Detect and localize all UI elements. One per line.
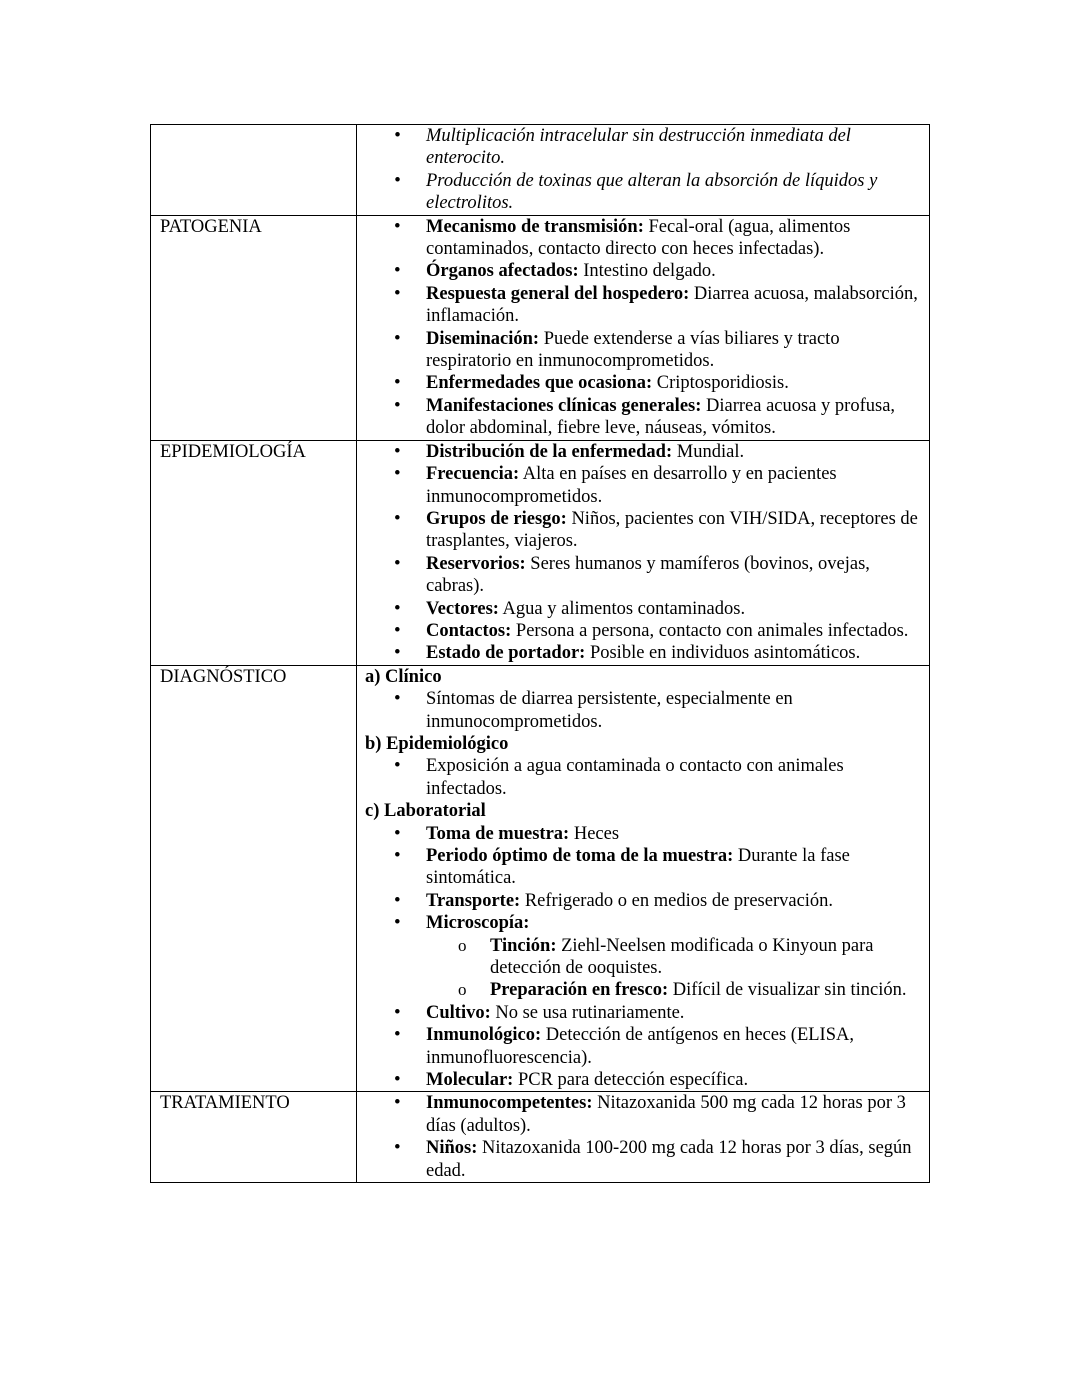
- list-item: • Inmunocompetentes: Nitazoxanida 500 mg cada 12 horas por 3 días (adultos).: [426, 1092, 923, 1137]
- list-item-microscopia: • Microscopía: o Tinción: Ziehl-Neelsen modificada o Kinyoun para detección de ooquistes. o Preparación en fresco: Difícil de visualizar sin tinción.: [426, 912, 923, 1002]
- list-item: • Producción de toxinas que alteran la absorción de líquidos y electrolitos.: [426, 170, 923, 215]
- row-label-tratamiento: TRATAMIENTO: [151, 1092, 357, 1183]
- section-heading-laboratorial: c) Laboratorial: [365, 801, 486, 822]
- row-content-patogenia: [357, 215, 930, 440]
- info-table: [150, 124, 930, 1183]
- list-item: • Exposición a agua contaminada o contacto con animales infectados.: [426, 755, 923, 800]
- list-item: • Reservorios: Seres humanos y mamíferos (bovinos, ovejas, cabras).: [426, 553, 923, 598]
- list-item: • Diseminación: Puede extenderse a vías biliares y tracto respiratorio en inmunocomprometidos.: [426, 328, 923, 373]
- list-item: • Cultivo: No se usa rutinariamente.: [426, 1002, 923, 1024]
- row-label-epidemiologia: EPIDEMIOLOGÍA: [151, 440, 357, 665]
- list-item: • Toma de muestra: Heces: [426, 823, 923, 845]
- list-item: • Vectores: Agua y alimentos contaminados.: [426, 598, 923, 620]
- row-continuation: [151, 125, 930, 216]
- list-item: • Frecuencia: Alta en países en desarrollo y en pacientes inmunocomprometidos.: [426, 463, 923, 508]
- list-item: • Periodo óptimo de toma de la muestra: Durante la fase sintomática.: [426, 845, 923, 890]
- list-item: • Manifestaciones clínicas generales: Diarrea acuosa y profusa, dolor abdominal, fiebre leve, náuseas, vómitos.: [426, 395, 923, 440]
- list-item: • Enfermedades que ocasiona: Criptosporidiosis.: [426, 372, 923, 394]
- row-content-diagnostico: [357, 665, 930, 1092]
- row-label-empty: [151, 125, 357, 216]
- row-label-diagnostico: DIAGNÓSTICO: [151, 665, 357, 1092]
- row-label-patogenia: PATOGENIA: [151, 215, 357, 440]
- list-item: • Órganos afectados: Intestino delgado.: [426, 260, 923, 282]
- row-content-continuation: [357, 125, 930, 216]
- sub-list-item: o Preparación en fresco: Difícil de visualizar sin tinción.: [490, 979, 923, 1001]
- sub-list-item: o Tinción: Ziehl-Neelsen modificada o Kinyoun para detección de ooquistes.: [490, 935, 923, 980]
- row-epidemiologia: [151, 440, 930, 665]
- row-content-epidemiologia: [357, 440, 930, 665]
- row-tratamiento: [151, 1092, 930, 1183]
- list-item: • Niños: Nitazoxanida 100-200 mg cada 12 horas por 3 días, según edad.: [426, 1137, 923, 1182]
- section-heading-epidemiologico: b) Epidemiológico: [365, 733, 509, 754]
- row-patogenia: [151, 215, 930, 440]
- list-item: • Inmunológico: Detección de antígenos en heces (ELISA, inmunofluorescencia).: [426, 1024, 923, 1069]
- list-item: • Respuesta general del hospedero: Diarrea acuosa, malabsorción, inflamación.: [426, 283, 923, 328]
- list-item: • Mecanismo de transmisión: Fecal-oral (agua, alimentos contaminados, contacto directo con heces infectadas).: [426, 216, 923, 261]
- list-item: • Multiplicación intracelular sin destrucción inmediata del enterocito.: [426, 125, 923, 170]
- list-item: • Grupos de riesgo: Niños, pacientes con VIH/SIDA, receptores de trasplantes, viajeros.: [426, 508, 923, 553]
- list-item: • Transporte: Refrigerado o en medios de preservación.: [426, 890, 923, 912]
- list-item: • Molecular: PCR para detección específica.: [426, 1069, 923, 1091]
- section-heading-clinico: a) Clínico: [365, 666, 442, 687]
- list-item: • Síntomas de diarrea persistente, especialmente en inmunocomprometidos.: [426, 688, 923, 733]
- list-item: • Estado de portador: Posible en individuos asintomáticos.: [426, 642, 923, 664]
- row-diagnostico: [151, 665, 930, 1092]
- list-item: • Distribución de la enfermedad: Mundial.: [426, 441, 923, 463]
- row-content-tratamiento: [357, 1092, 930, 1183]
- list-item: • Contactos: Persona a persona, contacto con animales infectados.: [426, 620, 923, 642]
